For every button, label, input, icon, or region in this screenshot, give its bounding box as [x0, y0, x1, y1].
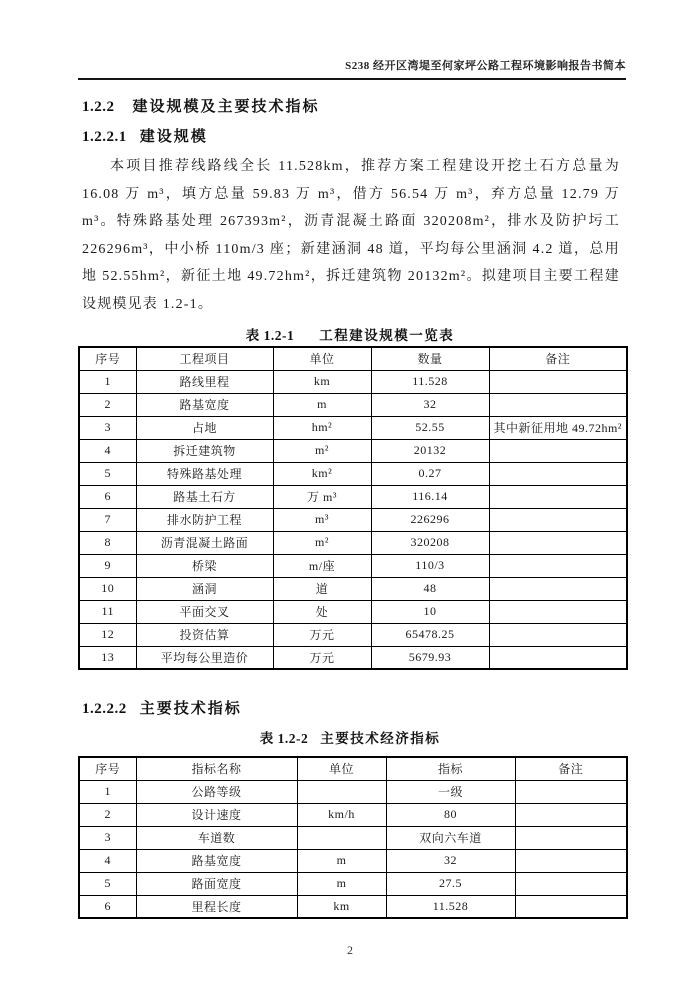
cell-quantity: 65478.25 — [371, 623, 489, 646]
cell-quantity: 32 — [371, 393, 489, 416]
table-row — [79, 826, 627, 849]
cell-seq: 13 — [79, 646, 136, 669]
table2-label: 表 1.2-2 — [259, 731, 309, 746]
cell-note — [515, 780, 627, 803]
cell-unit: m — [297, 849, 386, 872]
col-header-unit: 单位 — [273, 347, 371, 370]
cell-note — [489, 646, 627, 669]
cell-quantity: 48 — [371, 577, 489, 600]
cell-item: 涵洞 — [136, 577, 273, 600]
col-header-note: 备注 — [489, 347, 627, 370]
cell-seq: 4 — [79, 849, 136, 872]
section-number: 1.2.2 — [82, 99, 115, 115]
cell-indicator: 一级 — [386, 780, 515, 803]
cell-note — [489, 623, 627, 646]
cell-seq: 2 — [79, 803, 136, 826]
cell-unit: m² — [273, 531, 371, 554]
cell-unit: km — [297, 895, 386, 918]
section-number: 1.2.2.2 — [82, 701, 127, 717]
table1-body — [79, 370, 627, 669]
col-header-unit: 单位 — [297, 757, 386, 780]
table2-header — [79, 757, 627, 780]
cell-seq: 11 — [79, 600, 136, 623]
cell-unit: m — [297, 872, 386, 895]
col-header-indicator-name: 指标名称 — [136, 757, 297, 780]
cell-seq: 6 — [79, 895, 136, 918]
table-header-row — [79, 757, 627, 780]
cell-item: 桥梁 — [136, 554, 273, 577]
cell-unit — [297, 780, 386, 803]
cell-seq: 3 — [79, 826, 136, 849]
cell-item: 占地 — [136, 416, 273, 439]
cell-quantity: 226296 — [371, 508, 489, 531]
cell-indicator-name: 设计速度 — [136, 803, 297, 826]
cell-unit: 万元 — [273, 623, 371, 646]
section-heading-1-2-2-1 — [82, 125, 700, 146]
page-number: 2 — [347, 943, 353, 957]
table-row — [79, 508, 627, 531]
header-rule — [78, 78, 626, 80]
table-row — [79, 623, 627, 646]
cell-unit: km² — [273, 462, 371, 485]
table2-body — [79, 780, 627, 918]
cell-item: 路基宽度 — [136, 393, 273, 416]
cell-note — [489, 393, 627, 416]
technical-indicators-table — [78, 756, 628, 919]
table-row — [79, 439, 627, 462]
table1-caption — [0, 324, 700, 344]
cell-note — [489, 485, 627, 508]
report-header-title: S238 经开区湾堤至何家坪公路工程环境影响报告书简本 — [345, 60, 626, 72]
cell-note — [489, 370, 627, 393]
cell-indicator-name: 路基宽度 — [136, 849, 297, 872]
cell-note — [489, 554, 627, 577]
table-header-row — [79, 347, 627, 370]
cell-unit: km/h — [297, 803, 386, 826]
cell-quantity: 116.14 — [371, 485, 489, 508]
cell-note — [515, 895, 627, 918]
cell-note — [515, 803, 627, 826]
cell-unit: hm² — [273, 416, 371, 439]
cell-seq: 9 — [79, 554, 136, 577]
cell-indicator-name: 路面宽度 — [136, 872, 297, 895]
cell-item: 沥青混凝土路面 — [136, 531, 273, 554]
table1-header — [79, 347, 627, 370]
cell-unit: 处 — [273, 600, 371, 623]
table-row — [79, 872, 627, 895]
cell-item: 特殊路基处理 — [136, 462, 273, 485]
cell-seq: 1 — [79, 370, 136, 393]
section-title: 主要技术指标 — [139, 701, 242, 717]
cell-seq: 8 — [79, 531, 136, 554]
cell-note — [489, 577, 627, 600]
section-heading-1-2-2 — [82, 95, 700, 116]
cell-note — [515, 872, 627, 895]
table-row — [79, 577, 627, 600]
table-row — [79, 485, 627, 508]
cell-indicator: 80 — [386, 803, 515, 826]
cell-indicator-name: 公路等级 — [136, 780, 297, 803]
cell-indicator-name: 车道数 — [136, 826, 297, 849]
table2-title: 主要技术经济指标 — [320, 731, 441, 746]
table-row — [79, 393, 627, 416]
table1-label: 表 1.2-1 — [245, 328, 295, 343]
col-header-quantity: 数量 — [371, 347, 489, 370]
table-row — [79, 462, 627, 485]
table-row — [79, 531, 627, 554]
construction-scale-table — [78, 346, 628, 670]
table-row — [79, 849, 627, 872]
cell-seq: 10 — [79, 577, 136, 600]
cell-note — [489, 439, 627, 462]
cell-seq: 6 — [79, 485, 136, 508]
cell-seq: 5 — [79, 872, 136, 895]
cell-item: 平面交叉 — [136, 600, 273, 623]
cell-indicator: 32 — [386, 849, 515, 872]
cell-note: 其中新征用地 49.72hm² — [489, 416, 627, 439]
col-header-note: 备注 — [515, 757, 627, 780]
col-header-seq: 序号 — [79, 757, 136, 780]
table-row — [79, 600, 627, 623]
section-number: 1.2.2.1 — [82, 129, 127, 145]
cell-note — [489, 531, 627, 554]
table-row — [79, 554, 627, 577]
intro-paragraph: 本项目推荐线路线全长 11.528km，推荐方案工程建设开挖土石方总量为 16.08 万 m³，填方总量 59.83 万 m³，借方 56.54 万 m³，弃方总量 12.79 万 m³。特殊路基处理 267393m²，沥青混凝土路面 320208m²，排水及防护圬工 226296m³，中小桥 110m/3 座；新建涵洞 48 道，平均每公里涵洞 4.2 道，总用地 52.55hm²，新征土地 49.72hm²，拆迁建筑物 20132m²。拟建项目主要工程建设规模见表 1.2-1。 — [82, 159, 620, 312]
table-row — [79, 895, 627, 918]
cell-item: 排水防护工程 — [136, 508, 273, 531]
cell-seq: 2 — [79, 393, 136, 416]
cell-unit — [297, 826, 386, 849]
cell-seq: 12 — [79, 623, 136, 646]
cell-note — [489, 462, 627, 485]
table-row — [79, 646, 627, 669]
cell-quantity: 11.528 — [371, 370, 489, 393]
cell-note — [489, 600, 627, 623]
section-heading-1-2-2-2 — [82, 697, 700, 718]
section-title: 建设规模 — [139, 129, 208, 145]
cell-seq: 4 — [79, 439, 136, 462]
cell-unit: 万元 — [273, 646, 371, 669]
cell-quantity: 52.55 — [371, 416, 489, 439]
cell-quantity: 10 — [371, 600, 489, 623]
cell-quantity: 320208 — [371, 531, 489, 554]
cell-indicator-name: 里程长度 — [136, 895, 297, 918]
col-header-indicator: 指标 — [386, 757, 515, 780]
cell-unit: m — [273, 393, 371, 416]
cell-unit: 万 m³ — [273, 485, 371, 508]
table1-title: 工程建设规模一览表 — [319, 328, 455, 343]
cell-item: 平均每公里造价 — [136, 646, 273, 669]
cell-unit: m² — [273, 439, 371, 462]
cell-seq: 5 — [79, 462, 136, 485]
cell-note — [515, 849, 627, 872]
cell-indicator: 双向六车道 — [386, 826, 515, 849]
table-row — [79, 780, 627, 803]
cell-unit: 道 — [273, 577, 371, 600]
cell-seq: 7 — [79, 508, 136, 531]
cell-seq: 1 — [79, 780, 136, 803]
table-row — [79, 370, 627, 393]
cell-indicator: 11.528 — [386, 895, 515, 918]
cell-unit: m³ — [273, 508, 371, 531]
cell-quantity: 20132 — [371, 439, 489, 462]
cell-item: 路线里程 — [136, 370, 273, 393]
cell-item: 拆迁建筑物 — [136, 439, 273, 462]
cell-quantity: 5679.93 — [371, 646, 489, 669]
cell-unit: km — [273, 370, 371, 393]
cell-item: 路基土石方 — [136, 485, 273, 508]
table-row — [79, 416, 627, 439]
col-header-seq: 序号 — [79, 347, 136, 370]
cell-note — [515, 826, 627, 849]
table2-caption — [0, 727, 700, 747]
table-row — [79, 803, 627, 826]
cell-quantity: 0.27 — [371, 462, 489, 485]
cell-indicator: 27.5 — [386, 872, 515, 895]
cell-unit: m/座 — [273, 554, 371, 577]
cell-item: 投资估算 — [136, 623, 273, 646]
cell-quantity: 110/3 — [371, 554, 489, 577]
cell-note — [489, 508, 627, 531]
col-header-item: 工程项目 — [136, 347, 273, 370]
cell-seq: 3 — [79, 416, 136, 439]
section-title: 建设规模及主要技术指标 — [132, 99, 320, 115]
